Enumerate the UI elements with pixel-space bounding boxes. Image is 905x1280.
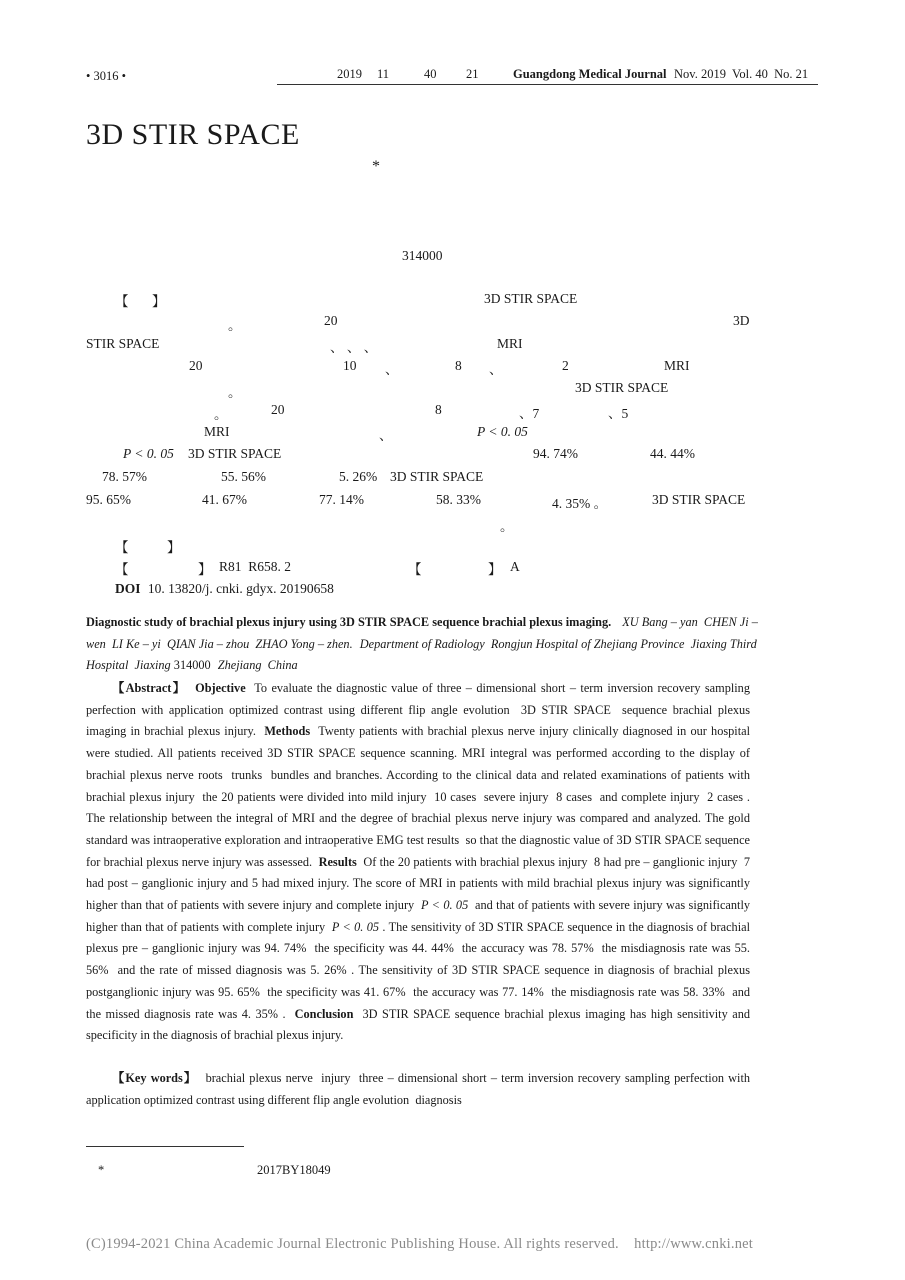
cn-text: 95. 65% xyxy=(86,492,131,507)
cn-text: 。 xyxy=(214,407,228,422)
cn-text: 20 xyxy=(271,402,285,417)
header-cn-vol: 40 xyxy=(424,67,437,81)
header-rule xyxy=(277,84,818,85)
english-country: Zhejiang China xyxy=(217,658,298,672)
cn-text: 3D STIR SPACE xyxy=(575,380,669,395)
results-label: Results xyxy=(318,854,357,869)
footnote-grant: 2017BY18049 xyxy=(257,1163,331,1177)
cn-text: 。 xyxy=(500,519,514,534)
header-cn-no: 21 xyxy=(466,67,479,81)
clc-close-bracket: 】 xyxy=(198,562,212,577)
clc-open-bracket: 【 xyxy=(115,562,129,577)
cn-text: 3D STIR SPACE xyxy=(652,492,746,507)
cn-text: 10 xyxy=(343,358,357,373)
english-title: Diagnostic study of brachial plexus injury using 3D STIR SPACE sequence brachial plexus imaging. xyxy=(86,615,612,629)
objective-label: Objective xyxy=(195,681,246,695)
english-authors: XU Bang – yan CHEN Ji – wen LI Ke – yi QIAN Jia – zhou ZHAO Yong – zhen. xyxy=(86,615,761,651)
methods-label: Methods xyxy=(264,724,311,739)
doc-code: A xyxy=(510,559,520,574)
cn-text: 78. 57% xyxy=(102,469,147,484)
english-abstract xyxy=(86,678,754,1047)
cn-text: 94. 74% xyxy=(533,446,578,461)
cn-abstract-open-bracket: 【 xyxy=(115,294,129,309)
cn-text: 、 xyxy=(379,428,393,443)
journal-name: Guangdong Medical Journal xyxy=(513,67,667,81)
cn-text: 41. 67% xyxy=(202,492,247,507)
cn-text: 44. 44% xyxy=(650,446,695,461)
cn-text: 8 xyxy=(455,358,462,373)
cn-text: 、7 xyxy=(519,406,540,421)
cn-text: 20 xyxy=(324,313,338,328)
cn-text: 。 xyxy=(228,385,242,400)
author-funding-star: * xyxy=(372,158,380,175)
article-title: 3D STIR SPACE xyxy=(86,118,300,151)
cn-text: 3D STIR SPACE xyxy=(188,446,282,461)
cn-text: MRI xyxy=(497,336,523,351)
cn-text: 8 xyxy=(435,402,442,417)
cn-text: 5. 26% xyxy=(339,469,378,484)
footnote-star: * xyxy=(98,1163,105,1177)
doi-label: DOI xyxy=(115,581,141,596)
cn-text: P < 0. 05 xyxy=(477,424,528,439)
cn-keywords-close-bracket: 】 xyxy=(167,540,181,555)
cn-text: MRI xyxy=(664,358,690,373)
cn-text: 58. 33% xyxy=(436,492,481,507)
keywords-label: 【Key words】 xyxy=(112,1071,198,1085)
cn-text: STIR SPACE xyxy=(86,336,160,351)
methods-text: Twenty patients with brachial plexus nerve injury clinically diagnosed in our hospital were studied. All patients received 3D STIR SPACE sequence scanning. MRI integral was performed according to the display of brachial plexus nerve roots trunks bundles and branches. According to the clinical data and related examinations of patients with brachial plexus injury the 20 patients were divided into mild injury 10 cases severe injury 8 cases and complete injury 2 cases . The relationship between the integral of MRI and the degree of brachial plexus nerve injury was compared and analyzed. The gold standard was intraoperative exploration and intraoperative EMG test results so that the diagnostic value of 3D STIR SPACE sequence for brachial plexus nerve injury was assessed. xyxy=(86,724,754,869)
results-text-c: . The sensitivity of 3D STIR SPACE sequence in the diagnosis of brachial plexus pre – ganglionic injury was 94. 74% the specificity was 44. 44% the accuracy was 78. 57% the misdiagnosis rate was 55. 56% and the rate of missed diagnosis was 5. 26% . The sensitivity of 3D STIR SPACE sequence in diagnosis of brachial plexus postganglionic injury was 95. 65% the specificity was 41. 67% the accuracy was 77. 14% the misdiagnosis rate was 58. 33% and the missed diagnosis rate was 4. 35% . xyxy=(86,919,754,1021)
cn-text: 。 xyxy=(228,318,242,333)
cn-text: P < 0. 05 xyxy=(123,446,174,461)
cn-text: 、 、 、 xyxy=(330,340,378,355)
results-p2: P < 0. 05 xyxy=(331,919,380,934)
cn-text: 3D xyxy=(733,313,750,328)
english-keywords xyxy=(86,1068,754,1111)
cn-text: 20 xyxy=(189,358,203,373)
objective-text: To evaluate the diagnostic value of three – dimensional short – term inversion recovery sampling perfection with application optimized contrast using different flip angle evolution 3D STIR SPACE sequence brachial plexus imaging in brachial plexus injury. xyxy=(86,681,754,739)
conclusion-label: Conclusion xyxy=(294,1006,354,1021)
doc-code-open-bracket: 【 xyxy=(408,562,422,577)
clc-value: R81 R658. 2 xyxy=(219,559,292,574)
cn-text: 55. 56% xyxy=(221,469,266,484)
conclusion-text: 3D STIR SPACE sequence brachial plexus imaging has high sensitivity and specificity in the diagnosis of brachial plexus injury. xyxy=(86,1006,754,1043)
cn-text: 、 xyxy=(385,362,399,377)
cn-text: 4. 35% 。 xyxy=(552,496,608,511)
cn-text: 2 xyxy=(562,358,569,373)
results-text-b: and that of patients with severe injury was significantly higher than that of patients with complete injury xyxy=(86,898,754,934)
page-number: • 3016 • xyxy=(86,69,127,83)
english-title-block xyxy=(86,612,766,677)
doi-line xyxy=(115,581,334,597)
footnote-rule xyxy=(86,1146,244,1147)
results-text-a: Of the 20 patients with brachial plexus injury 8 had pre – ganglionic injury 7 had post – ganglionic injury and 5 had mixed injury. The score of MRI in patients with mild brachial plexus injury was significantly higher than that of patients with severe injury and complete injury xyxy=(86,854,754,913)
cn-abstract-close-bracket: 】 xyxy=(152,294,166,309)
doi-value: 10. 13820/j. cnki. gdyx. 20190658 xyxy=(147,581,334,596)
header-cn-year: 2019 xyxy=(337,67,362,81)
results-p1: P < 0. 05 xyxy=(420,898,469,913)
issue-info: Nov. 2019 Vol. 40 No. 21 xyxy=(674,67,809,81)
english-affiliation: Department of Radiology Rongjun Hospital of Zhejiang Province Jiaxing Third Hospital Jiaxing xyxy=(86,636,760,672)
cn-text: 3D STIR SPACE xyxy=(390,469,484,484)
english-postcode: 314000 xyxy=(173,658,211,672)
header-cn-month: 11 xyxy=(377,67,390,81)
doc-code-close-bracket: 】 xyxy=(488,562,502,577)
affiliation-postcode: 314000 xyxy=(402,248,443,263)
copyright-notice: (C)1994-2021 China Academic Journal Electronic Publishing House. All rights reserved. http://www.cnki.net xyxy=(86,1236,754,1252)
abstract-label: 【Abstract】 xyxy=(112,681,187,695)
cn-text: 77. 14% xyxy=(319,492,364,507)
cn-text: 、5 xyxy=(608,406,629,421)
cn-text: 、 xyxy=(489,362,503,377)
cn-keywords-open-bracket: 【 xyxy=(115,540,129,555)
cn-text: 3D STIR SPACE xyxy=(484,291,578,306)
keywords-text: brachial plexus nerve injury three – dimensional short – term inversion recovery sampling perfection with application optimized contrast using different flip angle evolution diagnosis xyxy=(86,1071,754,1107)
cn-text: MRI xyxy=(204,424,230,439)
